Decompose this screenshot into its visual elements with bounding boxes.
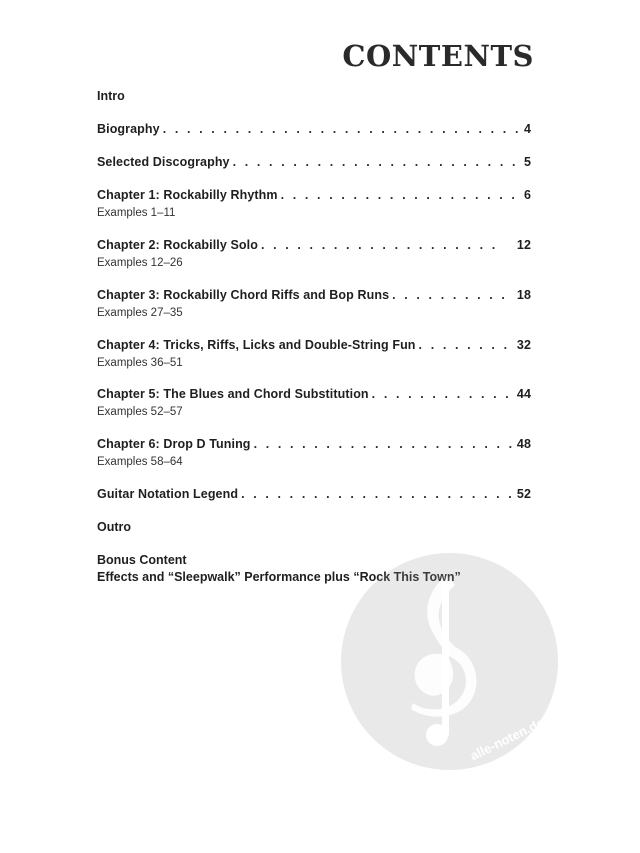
- toc-entry-title: Chapter 1: Rockabilly Rhythm: [97, 188, 278, 202]
- toc-entry-title: Chapter 2: Rockabilly Solo: [97, 238, 258, 252]
- toc-entry-discography: [97, 154, 531, 170]
- toc-entry-chapter-4: [97, 337, 531, 371]
- toc-examples-range: Examples 27–35: [97, 307, 183, 319]
- toc-entry-notation-legend: [97, 486, 531, 502]
- dot-leader: [163, 121, 521, 137]
- toc-entry-chapter-6: [97, 436, 531, 470]
- toc-examples-range: Examples 36–51: [97, 357, 183, 369]
- toc-entry-chapter-5: [97, 386, 531, 420]
- toc-entry-title: Chapter 6: Drop D Tuning: [97, 437, 251, 451]
- watermark-text: alle-noten.de: [467, 714, 547, 764]
- toc-page-number: 4: [523, 122, 531, 136]
- dot-leader: [419, 337, 514, 353]
- toc-page-number: 12: [516, 238, 531, 252]
- dot-leader: [392, 287, 514, 303]
- toc-examples-range: Examples 12–26: [97, 257, 183, 269]
- toc-entry-chapter-1: [97, 187, 531, 221]
- dot-leader: [281, 187, 521, 203]
- toc-examples-range: Examples 52–57: [97, 406, 183, 418]
- toc-entry-chapter-2: [97, 237, 531, 271]
- dot-leader: [372, 386, 514, 402]
- toc-intro: Intro: [97, 89, 125, 103]
- toc-bonus-line: Effects and “Sleepwalk” Performance plus “Rock This Town”: [97, 570, 461, 584]
- dot-leader: [233, 154, 521, 170]
- dot-leader: [261, 237, 499, 253]
- toc-outro: Outro: [97, 520, 132, 534]
- toc-entry-title: Biography: [97, 122, 160, 136]
- toc-entry-title: Chapter 3: Rockabilly Chord Riffs and Bop Runs: [97, 288, 390, 302]
- toc-page-number: 52: [516, 487, 531, 501]
- toc-bonus-heading: Bonus Content: [97, 553, 187, 567]
- dot-leader: [241, 486, 514, 502]
- toc-entry-title: Guitar Notation Legend: [97, 487, 239, 501]
- toc-page-number: 6: [523, 188, 531, 202]
- page-title: CONTENTS: [342, 39, 534, 73]
- toc-page-number: 32: [516, 338, 531, 352]
- toc-page-number: 5: [523, 155, 531, 169]
- toc-page-number: 48: [516, 437, 531, 451]
- toc-examples-range: Examples 1–11: [97, 207, 176, 219]
- toc-entry-biography: [97, 121, 531, 137]
- toc-page-number: 18: [516, 288, 531, 302]
- toc-entry-title: Selected Discography: [97, 155, 230, 169]
- dot-leader: [254, 436, 514, 452]
- toc-entry-title: Chapter 5: The Blues and Chord Substitution: [97, 387, 369, 401]
- watermark-logo: [341, 553, 558, 770]
- toc-entry-chapter-3: [97, 287, 531, 321]
- toc-entry-title: Chapter 4: Tricks, Riffs, Licks and Double-String Fun: [97, 338, 416, 352]
- toc-examples-range: Examples 58–64: [97, 456, 183, 468]
- toc-page-number: 44: [516, 387, 531, 401]
